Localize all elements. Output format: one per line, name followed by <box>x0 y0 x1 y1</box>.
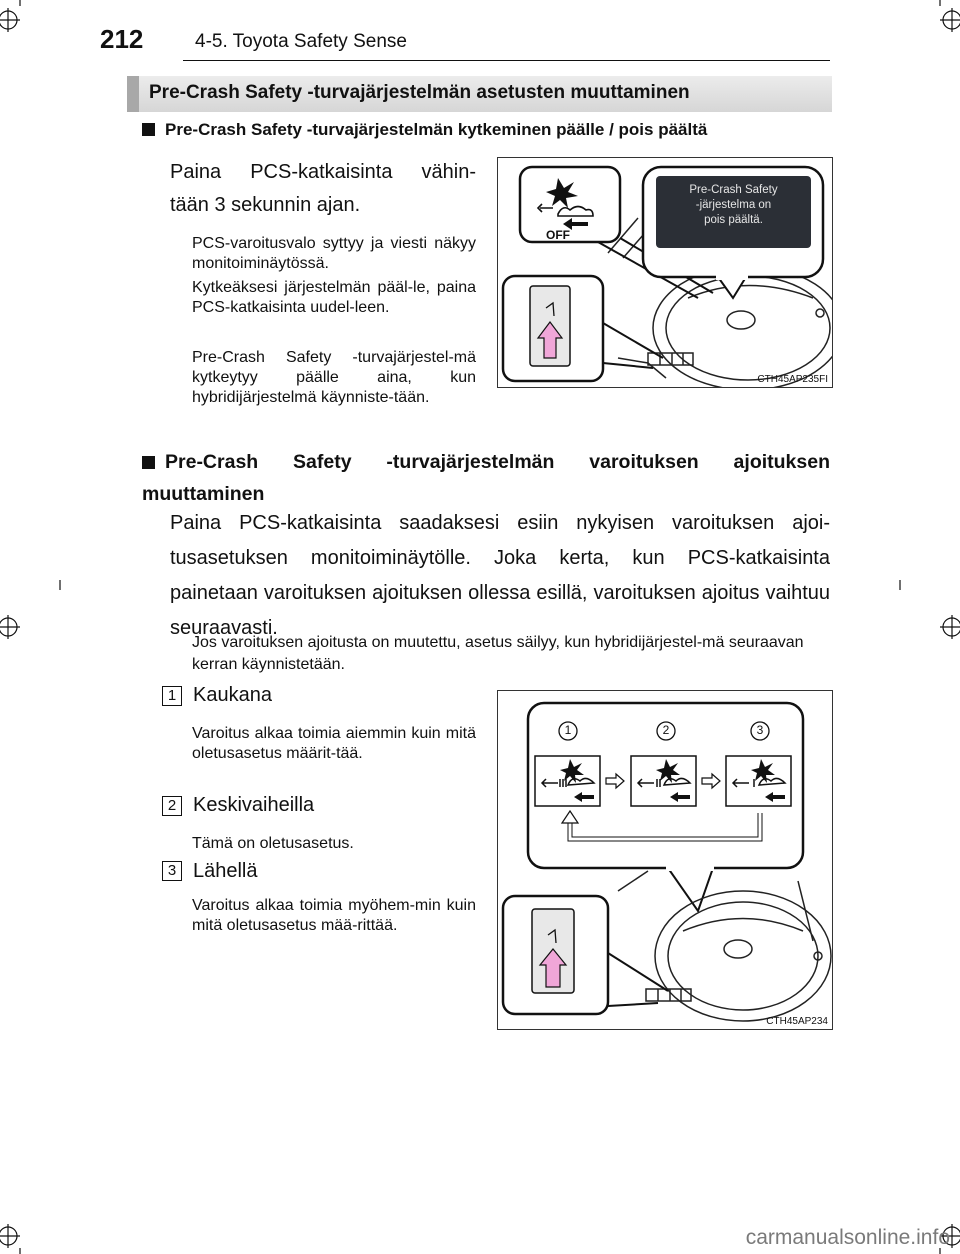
figure-warning-timing <box>497 690 833 1030</box>
subsection-2-note: Jos varoituksen ajoitusta on muutettu, asetus säilyy, kun hybridijärjestel-mä seuraavan kerran käynnistetään. <box>192 634 804 673</box>
option-3-number: 3 <box>162 861 182 881</box>
option-1-title: Kaukana <box>193 684 272 706</box>
timing-label-3: 3 <box>756 723 764 737</box>
chapter-title: 4-5. Toyota Safety Sense <box>195 31 407 52</box>
display-line-1: Pre-Crash Safety <box>689 184 778 196</box>
instruction-line-1: Paina PCS-katkaisinta vähin- <box>170 161 476 183</box>
subsection-2-heading <box>142 446 830 510</box>
option-2-number: 2 <box>162 796 182 816</box>
option-1-desc: Varoitus alkaa toimia aiemmin kuin mitä oletusasetus määrit-tää. <box>192 725 476 762</box>
subsection-2-title: Pre-Crash Safety -turvajärjestelmän varoituksen ajoituksen muuttaminen <box>142 451 830 505</box>
option-3-title: Lähellä <box>193 860 258 882</box>
header-rule <box>183 60 830 61</box>
figure-1-code: CTH45AP235FI <box>757 374 828 385</box>
section-header <box>127 76 832 112</box>
square-bullet-icon <box>142 456 155 469</box>
pcs-off-indicator <box>520 167 620 242</box>
subsection-1-heading <box>142 120 842 140</box>
instruction-line-2: tään 3 sekunnin ajan. <box>170 194 361 216</box>
option-1-number: 1 <box>162 686 182 706</box>
display-line-3: pois päältä. <box>704 214 763 226</box>
note-warning-light: PCS-varoitusvalo syttyy ja viesti näkyy monitoiminäytössä. <box>192 235 476 272</box>
note-auto-on: Pre-Crash Safety -turvajärjestel-mä kytkeytyy päälle aina, kun hybridijärjestelmä käynniste-tään. <box>192 349 476 406</box>
page-number: 212 <box>100 24 144 54</box>
note-turn-on-again: Kytkeäksesi järjestelmän pääl-le, paina PCS-katkaisinta uudel-leen. <box>192 279 476 316</box>
figure-2-code: CTH45AP234 <box>766 1016 828 1027</box>
display-line-2: -järjestelma on <box>695 199 772 211</box>
watermark: carmanualsonline.info <box>745 1226 950 1249</box>
option-2-title: Keskivaiheilla <box>193 794 315 816</box>
figure-pcs-switch-off <box>497 157 833 388</box>
square-bullet-icon <box>142 123 155 136</box>
off-label: OFF <box>546 228 570 242</box>
timing-label-2: 2 <box>662 723 670 737</box>
timing-label-1: 1 <box>564 723 572 737</box>
option-2-desc: Tämä on oletusasetus. <box>192 835 354 852</box>
pcs-switch-callout <box>503 276 603 381</box>
figure-2-illustration <box>498 691 833 1030</box>
subsection-1-title: Pre-Crash Safety -turvajärjestelmän kytkeminen päälle / pois päältä <box>165 120 708 139</box>
option-3-desc: Varoitus alkaa toimia myöhem-min kuin mitä oletusasetus mää-rittää. <box>192 897 476 934</box>
subsection-2-paragraph: Paina PCS-katkaisinta saadaksesi esiin nykyisen varoituksen ajoi-tusasetuksen monitoiminäytölle. Joka kerta, kun PCS-katkaisinta painetaan varoituksen ajoituksen ollessa esillä, varoituksen ajoitus vaihtuu seuraavasti. <box>170 512 830 639</box>
pcs-switch-callout-2 <box>503 896 608 1014</box>
section-title: Pre-Crash Safety -turvajärjestelmän asetusten muuttaminen <box>149 82 690 103</box>
